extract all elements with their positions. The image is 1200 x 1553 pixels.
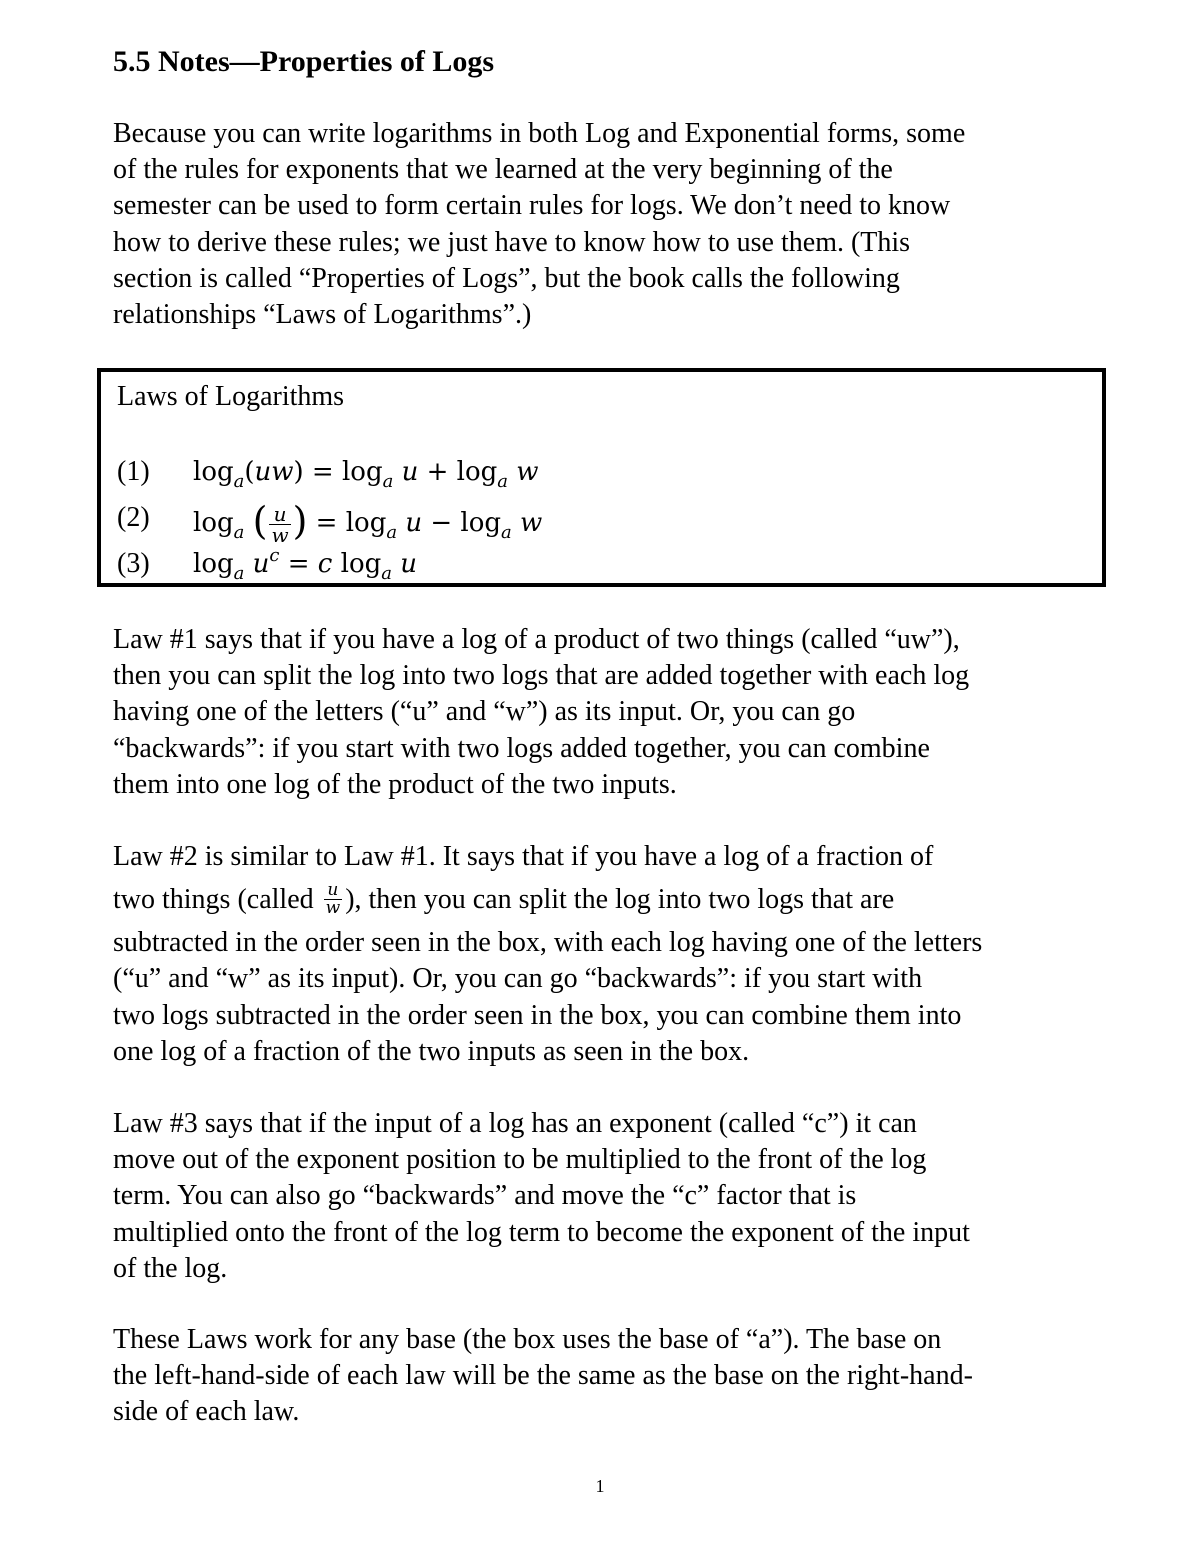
law-formula-quotient: $\log_a$ ( $\frac{u}{w}$ ) = $\log_a u - \log_a w$: [193, 499, 543, 547]
law2-line: subtracted in the order seen in the box, with each log having one of the letters: [113, 927, 983, 959]
laws-box-title: Laws of Logarithms: [117, 381, 345, 412]
law3-line: multiplied onto the front of the log term to become the exponent of the input: [113, 1216, 970, 1248]
closing-line: the left-hand-side of each law will be the same as the base on the right-hand-: [113, 1360, 973, 1392]
law-number: (3): [117, 548, 150, 579]
law2-line-with-fraction: [113, 875, 1103, 925]
law2-line: two logs subtracted in the order seen in the box, you can combine them into: [113, 999, 962, 1031]
law1-line: “backwards”: if you start with two logs added together, you can combine: [113, 732, 930, 764]
law1-line: Law #1 says that if you have a log of a product of two things (called “uw”),: [113, 624, 960, 655]
intro-line: of the rules for exponents that we learned at the very beginning of the: [113, 154, 893, 186]
fraction-numerator: u: [324, 882, 343, 900]
laws-of-logarithms-box: [97, 368, 1106, 587]
law2-paragraph: [113, 839, 1103, 1070]
law-formula-power: $\log_a u^c = c$ $\log_a u$: [193, 545, 417, 584]
law-formula-product: $\log_a(uw) = \log_a u + \log_a w$: [193, 457, 539, 492]
intro-paragraph: [113, 116, 1103, 333]
law1-paragraph: [113, 622, 1103, 803]
law-number: (2): [117, 502, 150, 533]
law2-text: ), then you can split the log into two logs that are: [345, 884, 895, 916]
page-title: 5.5 Notes—Properties of Logs: [113, 45, 495, 78]
page-number: 1: [595, 1476, 605, 1496]
closing-paragraph: [113, 1322, 1103, 1431]
law3-line: Law #3 says that if the input of a log has an exponent (called “c”) it can: [113, 1108, 917, 1139]
law-number: (1): [117, 456, 150, 487]
fraction-denominator: w: [325, 898, 341, 919]
u-over-w-fraction: [324, 882, 343, 917]
closing-line: side of each law.: [113, 1396, 300, 1428]
law2-line: one log of a fraction of the two inputs as seen in the box.: [113, 1035, 750, 1067]
intro-line: relationships “Laws of Logarithms”.): [113, 298, 532, 330]
law3-line: move out of the exponent position to be multiplied to the front of the log: [113, 1144, 927, 1176]
law3-paragraph: [113, 1106, 1103, 1287]
law3-line: term. You can also go “backwards” and move the “c” factor that is: [113, 1180, 857, 1212]
law3-line: of the log.: [113, 1252, 228, 1284]
closing-line: These Laws work for any base (the box uses the base of “a”). The base on: [113, 1324, 942, 1355]
intro-line: how to derive these rules; we just have to know how to use them. (This: [113, 226, 911, 258]
intro-line: Because you can write logarithms in both Log and Exponential forms, some: [113, 118, 966, 149]
intro-line: section is called “Properties of Logs”, but the book calls the following: [113, 262, 900, 294]
law2-line: (“u” and “w” as its input). Or, you can go “backwards”: if you start with: [113, 963, 923, 995]
intro-line: semester can be used to form certain rules for logs. We don’t need to know: [113, 190, 951, 222]
law1-line: then you can split the log into two logs that are added together with each log: [113, 660, 970, 692]
law2-text: two things (called: [113, 884, 321, 916]
law1-line: having one of the letters (“u” and “w”) as its input. Or, you can go: [113, 696, 856, 728]
law2-line: Law #2 is similar to Law #1. It says that if you have a log of a fraction of: [113, 841, 934, 872]
law1-line: them into one log of the product of the two inputs.: [113, 768, 677, 800]
